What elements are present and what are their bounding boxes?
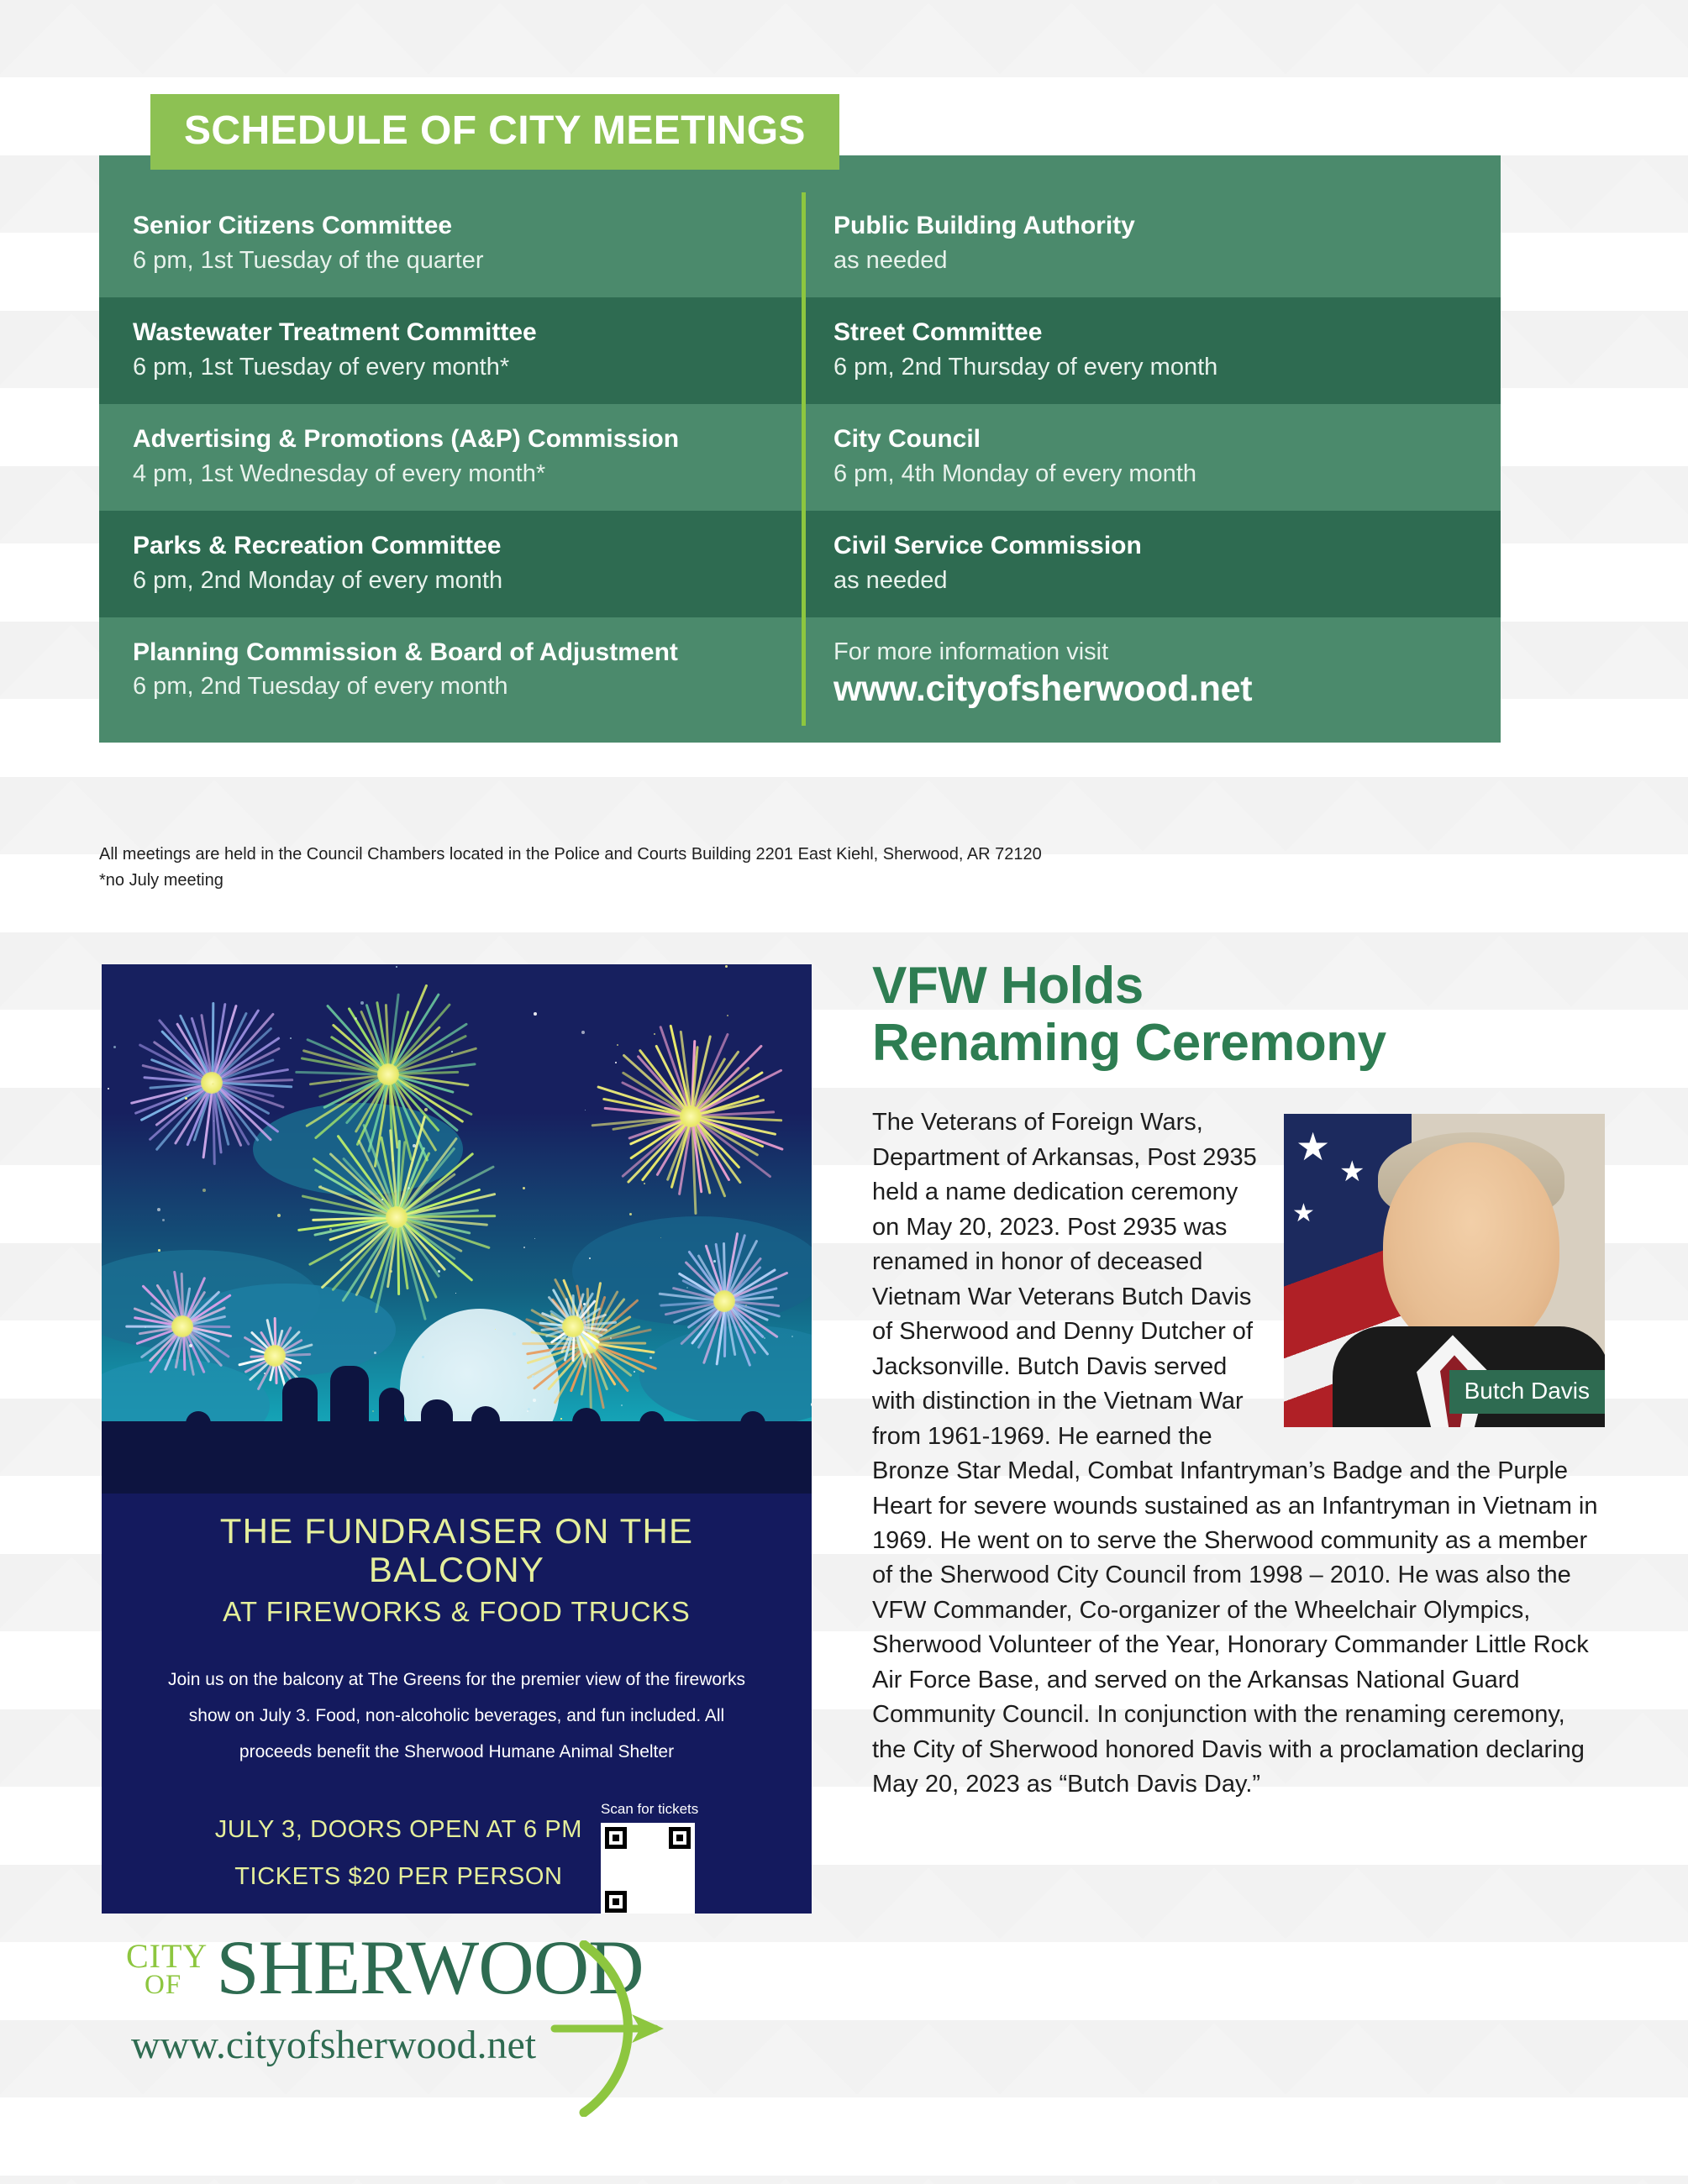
meeting-time: 6 pm, 2nd Tuesday of every month: [133, 673, 508, 701]
article-heading-line2: Renaming Ceremony: [872, 1014, 1386, 1073]
meeting-time: 6 pm, 2nd Thursday of every month: [833, 353, 1218, 381]
meeting-time: as needed: [833, 566, 948, 594]
footnote-location: All meetings are held in the Council Chambers located in the Police and Courts Building 2201 East Kiehl, Sherwood, AR 72120: [99, 845, 1042, 864]
meeting-time: 4 pm, 1st Wednesday of every month*: [133, 459, 546, 487]
poster-text-block: [102, 1494, 812, 1914]
person-silhouette: [379, 1388, 404, 1450]
schedule-cell-left: [99, 617, 800, 732]
meeting-time: 6 pm, 2nd Monday of every month: [133, 566, 503, 594]
schedule-cell-left: [99, 404, 800, 511]
meeting-name: City Council: [833, 424, 981, 453]
article-heading-line1: VFW Holds: [872, 957, 1144, 1015]
poster-headline: THE FUNDRAISER ON THE BALCONY: [219, 1511, 694, 1590]
person-silhouette: [282, 1378, 318, 1450]
table-row: [99, 297, 1501, 404]
column-divider: [802, 192, 806, 726]
person-silhouette: [639, 1411, 665, 1450]
meeting-time: 6 pm, 1st Tuesday of the quarter: [133, 246, 484, 274]
schedule-cell-right: [800, 511, 1501, 617]
schedule-cell-right: [800, 191, 1501, 297]
schedule-cell-right: [800, 404, 1501, 511]
person-silhouette: [330, 1366, 369, 1450]
schedule-footnote: [99, 842, 1359, 894]
schedule-section: [99, 108, 1501, 743]
meeting-name: Street Committee: [833, 318, 1043, 346]
vfw-article: [872, 958, 1605, 1803]
meeting-time: 6 pm, 1st Tuesday of every month*: [133, 353, 510, 381]
meeting-name: Wastewater Treatment Committee: [133, 318, 537, 346]
logo-website-url[interactable]: www.cityofsherwood.net: [131, 2022, 537, 2067]
qr-code-icon[interactable]: [601, 1823, 695, 1914]
meeting-time: 6 pm, 4th Monday of every month: [833, 459, 1196, 487]
poster-date-line: JULY 3, DOORS OPEN AT 6 PM: [214, 1815, 583, 1843]
person-silhouette: [572, 1408, 601, 1450]
table-row: [99, 191, 1501, 297]
logo-sherwood-text: SHERWOOD: [216, 1924, 644, 2010]
schedule-banner: [150, 94, 839, 170]
schedule-cell-right: [800, 297, 1501, 404]
person-silhouette: [471, 1406, 500, 1450]
footnote-asterisk: *no July meeting: [99, 871, 223, 890]
schedule-banner-title: SCHEDULE OF CITY MEETINGS: [184, 108, 806, 153]
poster-subhead: AT FIREWORKS & FOOD TRUCKS: [223, 1596, 691, 1628]
poster-ticket-line: TICKETS $20 PER PERSON: [234, 1863, 563, 1891]
schedule-cell-left: [99, 511, 800, 617]
city-website-link[interactable]: www.cityofsherwood.net: [833, 669, 1253, 710]
poster-details: [139, 1801, 775, 1914]
person-silhouette: [186, 1411, 211, 1450]
flag-star-icon: ★: [1339, 1156, 1365, 1189]
meeting-name: Public Building Authority: [833, 212, 1135, 239]
poster-description: Join us on the balcony at The Greens for the premier view of the fireworks show on July 3. Food, non-alcoholic beverages, and fun included. All proceeds benefit the Sherwood Humane Animal Shelter: [167, 1670, 746, 1762]
fundraiser-poster: [102, 964, 812, 1914]
qr-label: Scan for tickets: [601, 1800, 699, 1817]
schedule-cell-left: [99, 297, 800, 404]
logo-city-text: CITY: [126, 1937, 208, 1976]
person-silhouette: [421, 1399, 453, 1450]
bow-and-arrow-icon: [538, 1940, 672, 2117]
fireworks-illustration: [102, 964, 812, 1494]
meeting-name: Senior Citizens Committee: [133, 212, 453, 239]
portrait-face: [1383, 1142, 1559, 1352]
meeting-time: as needed: [833, 246, 948, 274]
schedule-cell-left: [99, 191, 800, 297]
meeting-name: Civil Service Commission: [833, 531, 1142, 559]
logo-of-text: OF: [145, 1970, 182, 2001]
qr-section: [601, 1801, 698, 1914]
photo-caption: Butch Davis: [1449, 1370, 1605, 1414]
schedule-cell-right: [800, 617, 1501, 732]
meeting-name: Planning Commission & Board of Adjustment: [133, 638, 678, 666]
schedule-table: [99, 155, 1501, 743]
article-heading: [872, 958, 1605, 1072]
flag-star-icon: ★: [1292, 1200, 1315, 1228]
meeting-name: Advertising & Promotions (A&P) Commission: [133, 424, 680, 453]
table-row: [99, 404, 1501, 511]
butch-davis-photo: [1284, 1114, 1605, 1427]
article-body-text: The Veterans of Foreign Wars, Department of Arkansas, Post 2935 held a name dedication ceremony on May 20, 2023. Post 2935 was renamed in honor of deceased Vietnam War Veterans Butch Davis of Sherwood and Denny Dutcher of Jacksonville. Butch Davis served with distinction in the Vietnam War from 1961-1969. He earned the Bronze Star Medal, Combat Infantryman’s Badge and the Purple Heart for severe wounds sustained as an Infantryman in Vietnam in 1969. He went on to serve the Sherwood community as a member of the Sherwood City Council from 1998 – 2010. He was also the VFW Commander, Co-organizer of the Wheelchair Olympics, Sherwood Volunteer of the Year, Honorary Commander Little Rock Air Force Base, and served on the Arkansas National Guard Community Council. In conjunction with the renaming ceremony, the City of Sherwood honored Davis with a proclamation declaring May 20, 2023 as “Butch Davis Day.”: [872, 1109, 1598, 1798]
meeting-name: Parks & Recreation Committee: [133, 531, 502, 559]
table-row: [99, 617, 1501, 732]
city-logo: [126, 1924, 798, 2142]
person-silhouette: [740, 1411, 765, 1450]
table-row: [99, 511, 1501, 617]
flag-star-icon: ★: [1296, 1125, 1331, 1169]
more-info-label: For more information visit: [833, 638, 1109, 665]
